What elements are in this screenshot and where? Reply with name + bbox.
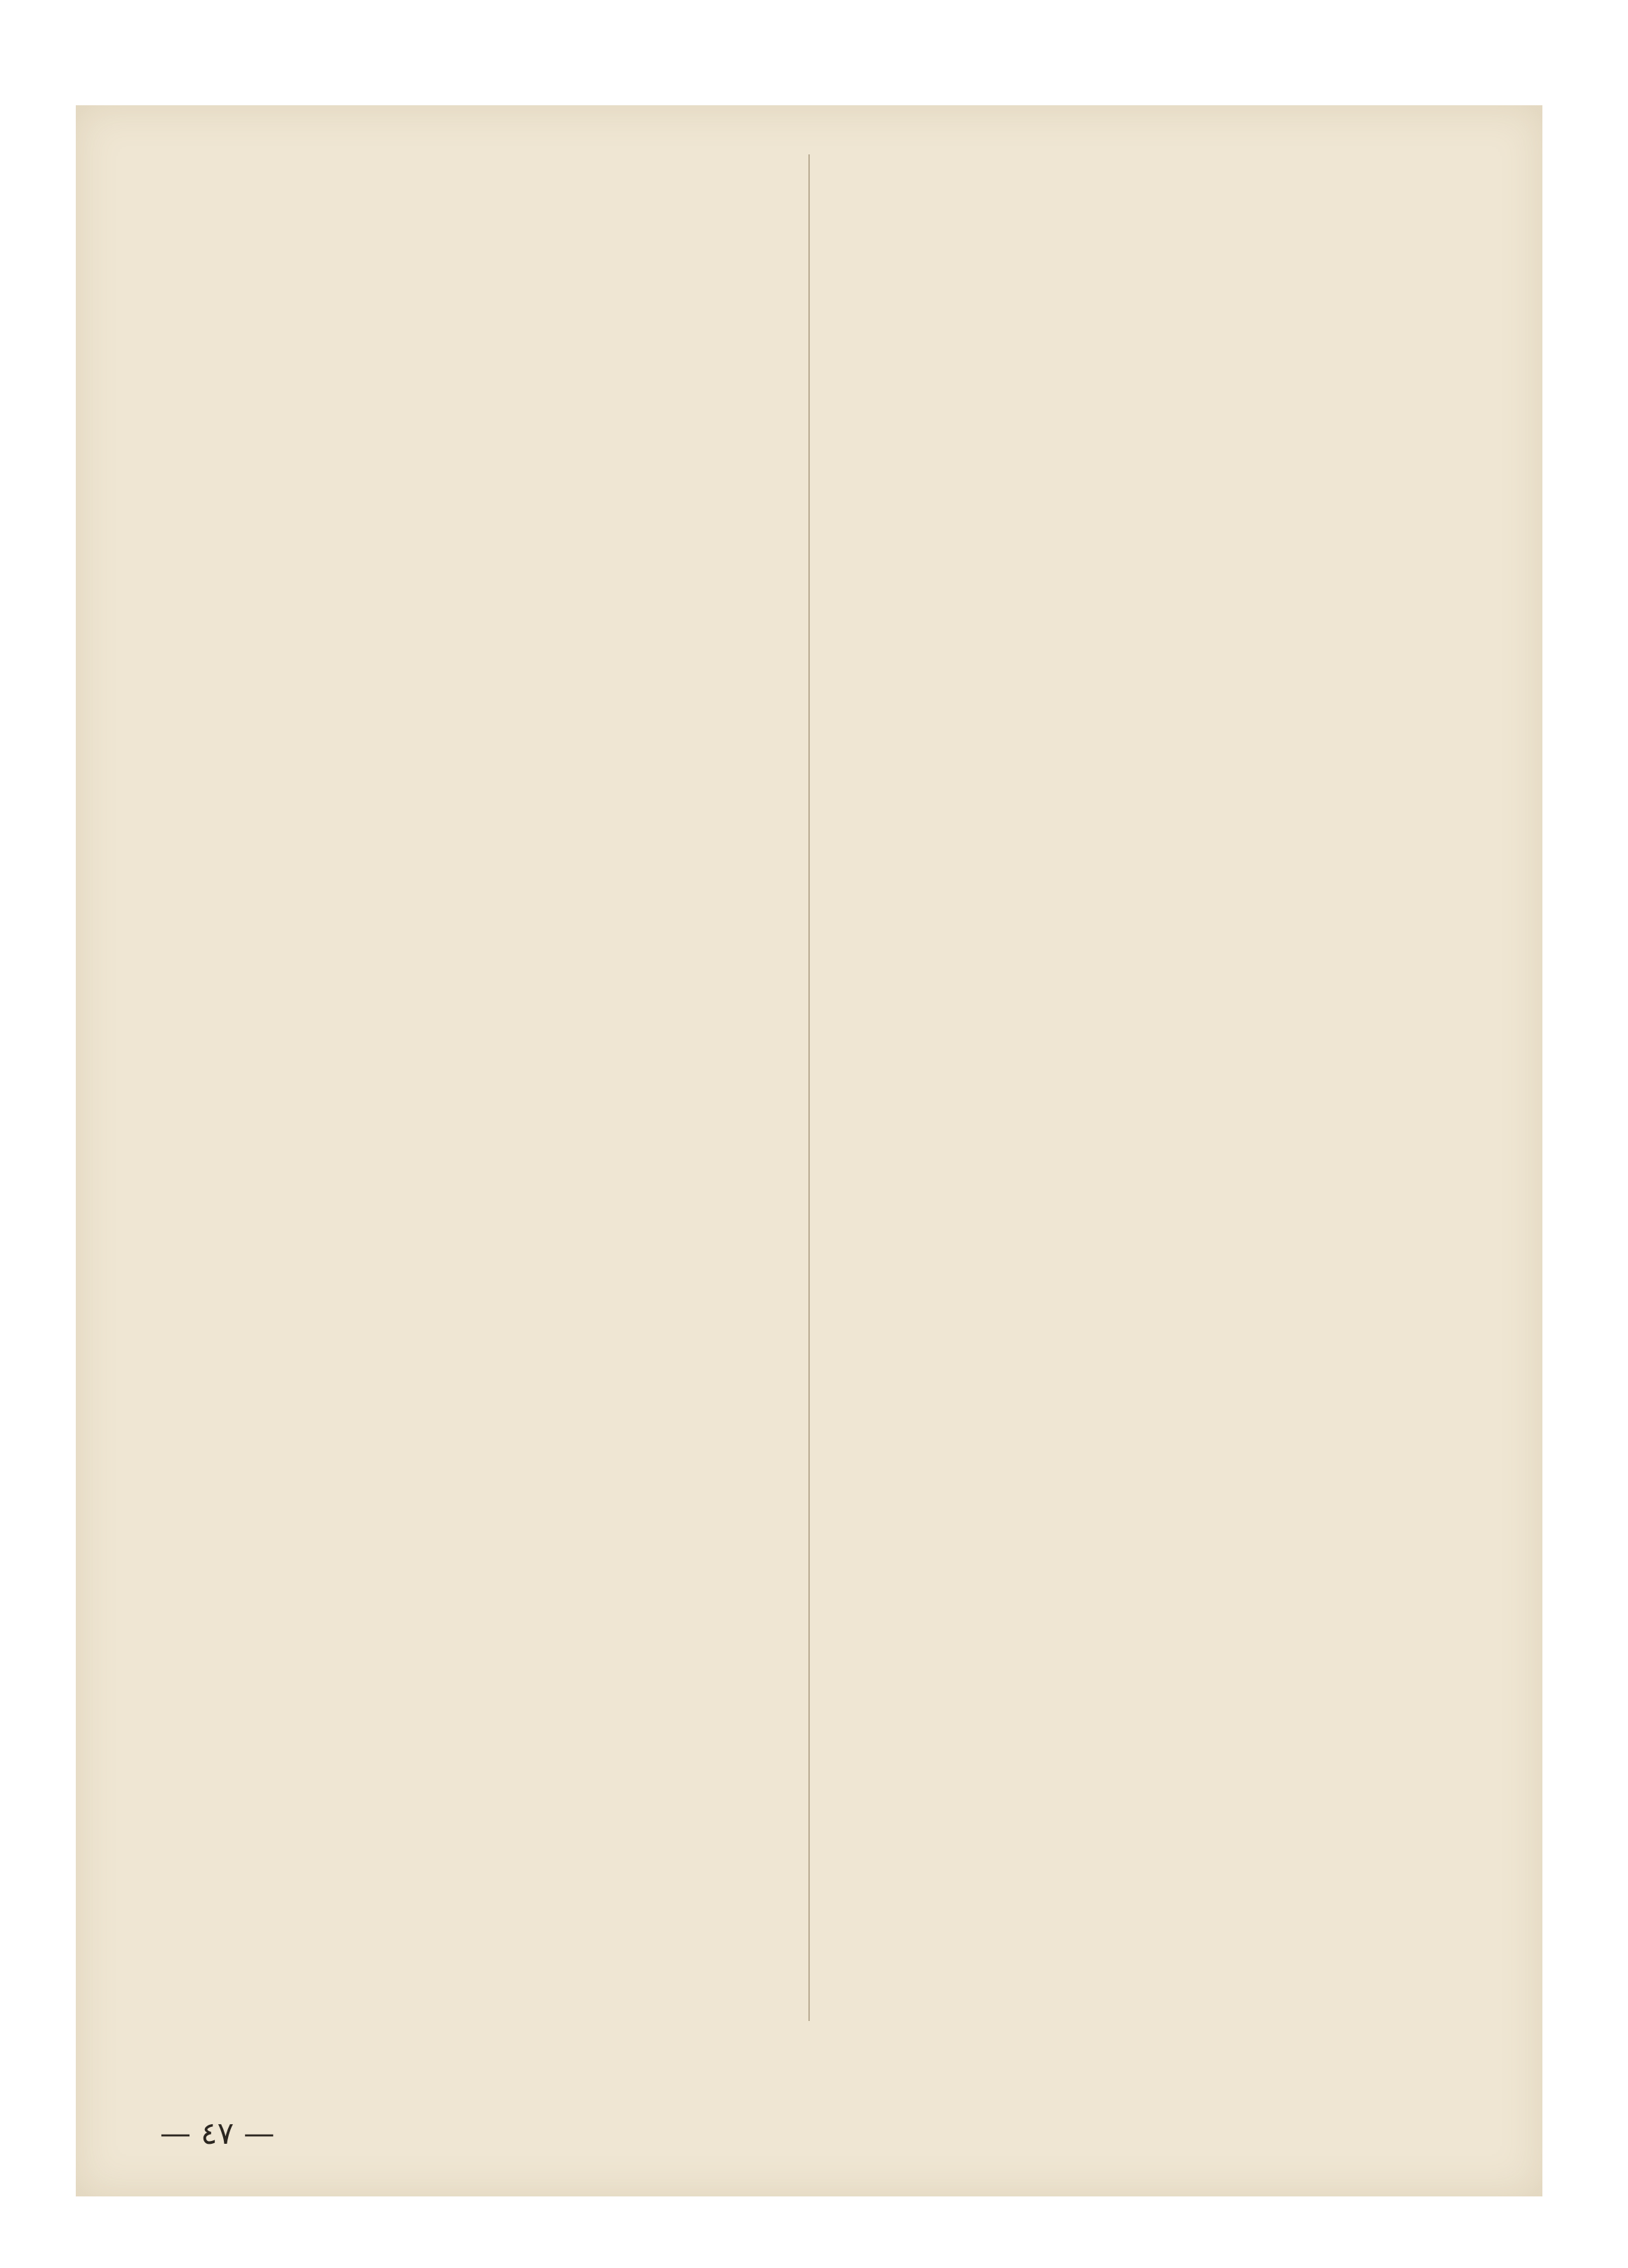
article-column-left	[125, 147, 785, 2028]
article-column-right	[834, 147, 1493, 2028]
column-divider	[808, 154, 810, 2021]
magazine-page	[76, 105, 1542, 2196]
page-number: — ٤٧ —	[160, 2116, 275, 2152]
